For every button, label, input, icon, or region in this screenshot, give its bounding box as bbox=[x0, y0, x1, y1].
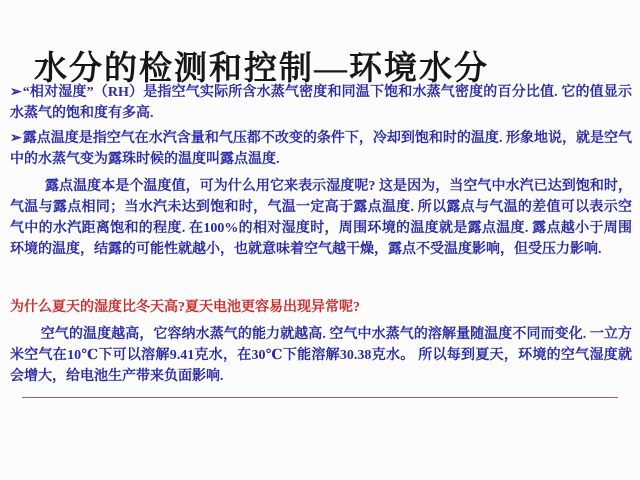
paragraph-summer-humidity-explanation: 空气的温度越高，它容纳水蒸气的能力就越高. 空气中水蒸气的溶解量随温度不同而变化. 一立方米空气在10℃下可以溶解9.41克水，在30℃下能溶解30.38克水。 所以每到夏天，环境的空气湿度就会增大，给电池生产带来负面影响. bbox=[10, 327, 632, 384]
bullet-relative-humidity-text: “相对湿度”（RH）是指空气实际所含水蒸气密度和同温下饱和水蒸气密度的百分比值. 它的值显示水蒸气的饱和度有多高. bbox=[10, 85, 632, 121]
slide-title: 水分的检测和控制—环境水分 bbox=[34, 51, 489, 88]
bullet-dew-point-definition-text: 露点温度是指空气在水汽含量和气压都不改变的条件下，冷却到饱和时的温度. 形象地说，就是空气中的水蒸气变为露珠时候的温度叫露点温度. bbox=[10, 131, 632, 167]
arrowhead-bullet-icon: ➢ bbox=[10, 131, 22, 146]
slide-body bbox=[10, 82, 632, 387]
bullet-dew-point-definition bbox=[10, 128, 632, 170]
question-summer-humidity: 为什么夏天的湿度比冬天高?夏天电池更容易出现异常呢? bbox=[10, 300, 360, 315]
paragraph-dew-point-explanation: 露点温度本是个温度值，可为什么用它来表示湿度呢? 这是因为，当空气中水汽已达到饱和时，气温与露点相同；当水汽未达到饱和时，气温一定高于露点温度. 所以露点与气温的差值可以表示空气中的水汽距离饱和的程度. 在100%的相对湿度时，周围环境的温度就是露点温度. 露点越小于周围环境的温度，结露的可能性就越小，也就意味着空气越干燥，露点不受温度影响，但受压力影响. bbox=[10, 179, 632, 257]
arrowhead-bullet-icon: ➢ bbox=[10, 85, 22, 100]
red-underline-line bbox=[22, 397, 618, 398]
bullet-relative-humidity bbox=[10, 82, 632, 124]
